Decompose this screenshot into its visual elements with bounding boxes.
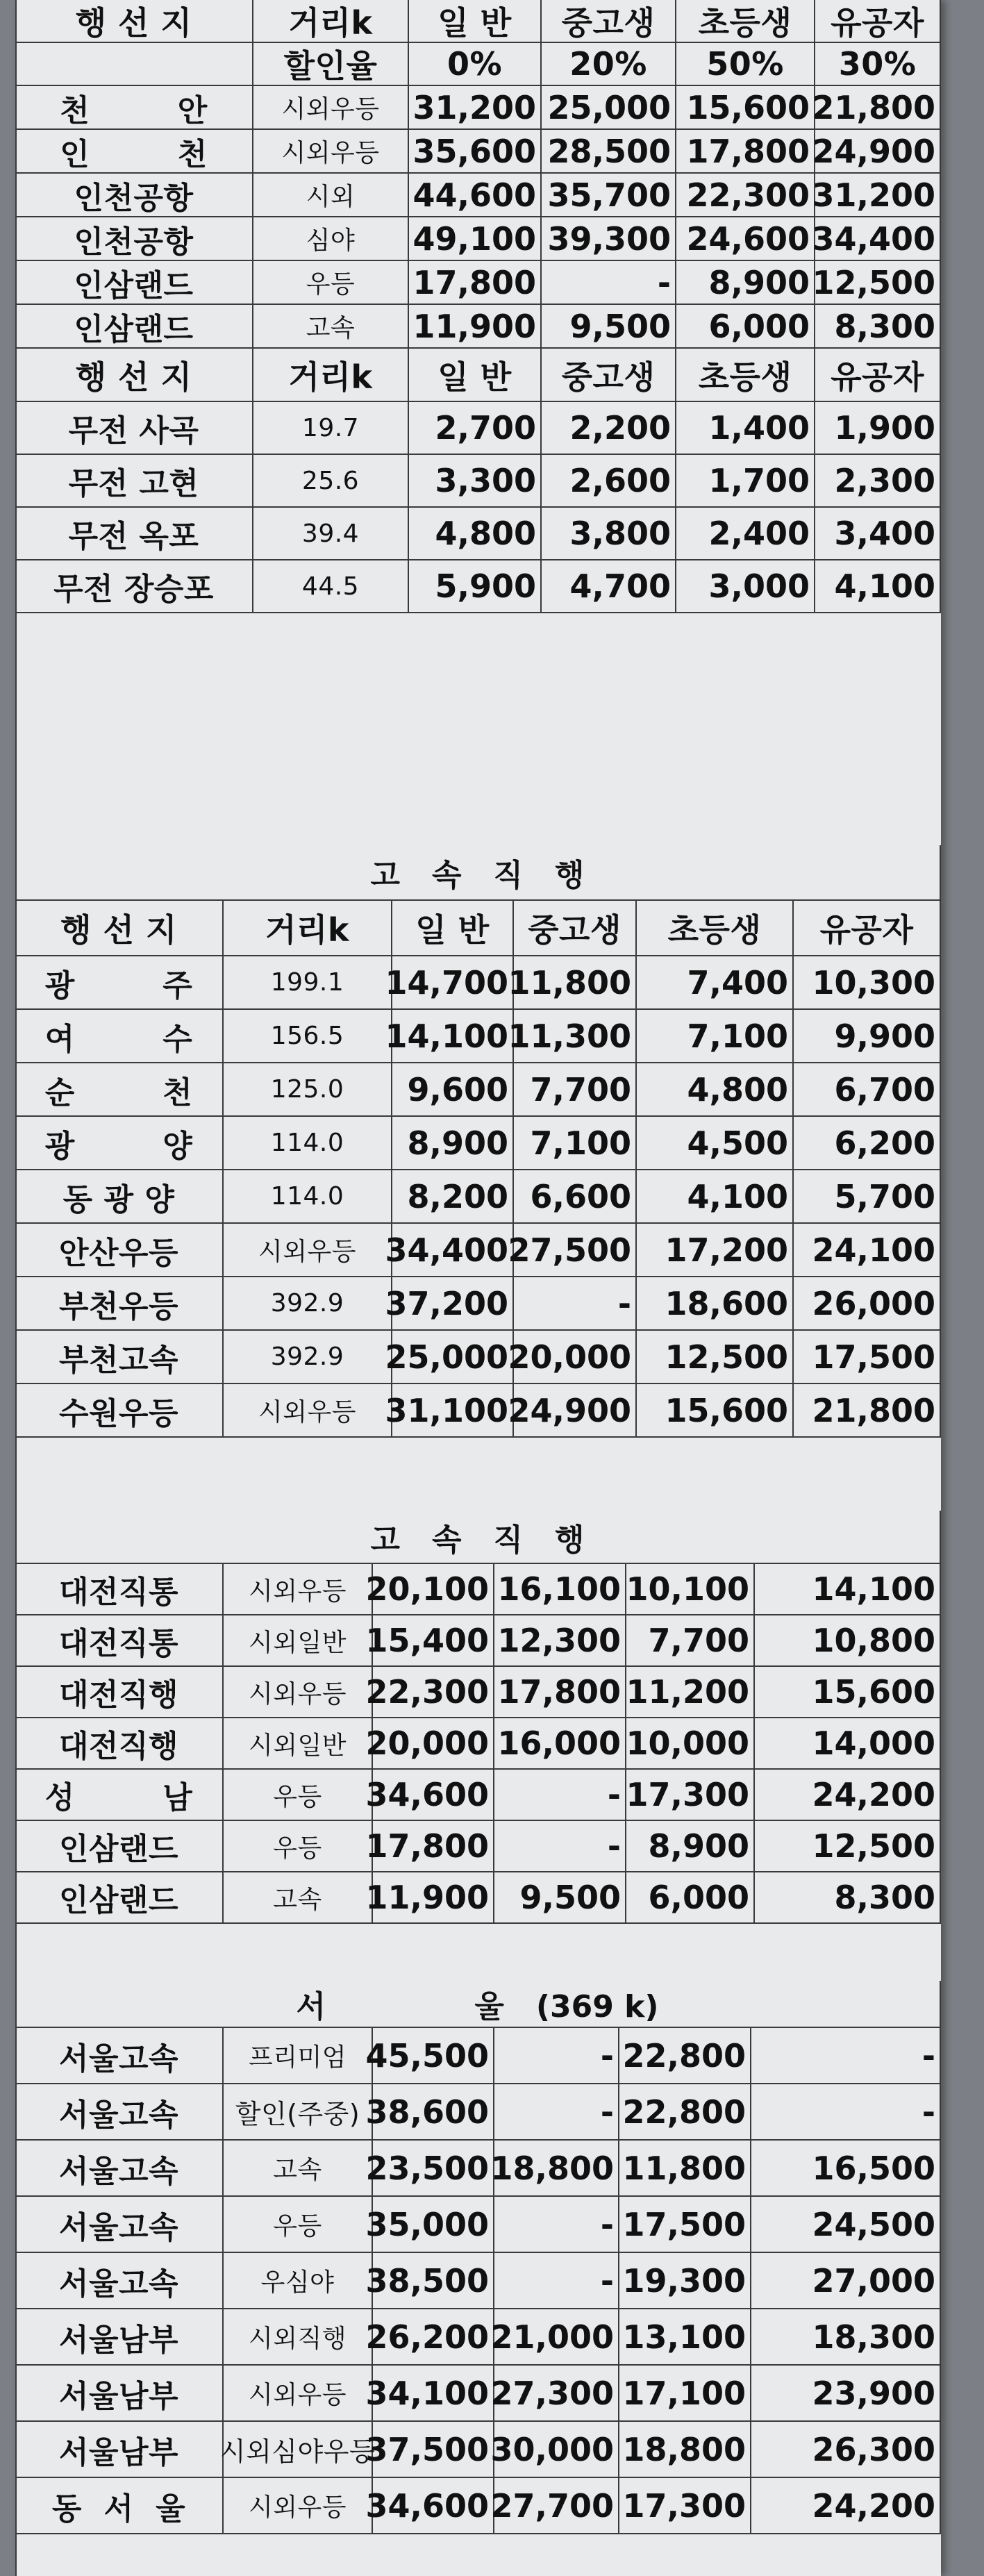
cell-child: 10,100 — [626, 1564, 755, 1615]
cell-destination: 수원우등 — [15, 1384, 224, 1438]
header-destination: 행 선 지 — [15, 901, 224, 956]
cell-distance: 시외일반 — [224, 1615, 373, 1667]
cell-child: 2,400 — [676, 508, 815, 560]
cell-general: 17,800 — [373, 1821, 494, 1872]
cell-child: 4,800 — [637, 1063, 794, 1117]
cell-veteran: 16,500 — [751, 2141, 941, 2197]
cell-child: 15,600 — [637, 1384, 794, 1438]
cell-student: 25,000 — [542, 86, 676, 130]
cell-student: - — [514, 1277, 637, 1331]
header-general: 일 반 — [409, 349, 542, 402]
cell-child: 1,400 — [676, 402, 815, 455]
cell-general: 37,500 — [373, 2422, 494, 2478]
cell-student: 24,900 — [514, 1384, 637, 1438]
cell-destination: 서울고속 — [15, 2084, 224, 2141]
section-banner-express-2: 고 속 직 행 — [15, 1511, 941, 1564]
cell-veteran: 6,200 — [794, 1117, 941, 1170]
cell-student: 16,100 — [494, 1564, 626, 1615]
header-general: 일 반 — [392, 901, 514, 956]
cell-destination: 인삼랜드 — [15, 1821, 224, 1872]
cell-child: 7,100 — [637, 1010, 794, 1063]
cell-general: 37,200 — [392, 1277, 514, 1331]
cell-veteran: 34,400 — [815, 217, 941, 261]
cell-child: 6,000 — [626, 1872, 755, 1924]
cell-general: 31,100 — [392, 1384, 514, 1438]
cell-veteran: 26,300 — [751, 2422, 941, 2478]
cell-destination: 서울고속 — [15, 2253, 224, 2309]
cell-child: 3,000 — [676, 560, 815, 613]
cell-child: 11,800 — [619, 2141, 751, 2197]
header-child: 초등생 — [676, 349, 815, 402]
header-destination: 행 선 지 — [15, 349, 253, 402]
cell-destination: 안산우등 — [15, 1224, 224, 1277]
header-destination — [15, 43, 253, 86]
header-general: 일 반 — [409, 0, 542, 43]
header-student: 20% — [542, 43, 676, 86]
cell-distance: 시외우등 — [224, 1564, 373, 1615]
cell-destination: 동 광 양 — [15, 1170, 224, 1224]
cell-child: 7,700 — [626, 1615, 755, 1667]
cell-veteran: 31,200 — [815, 174, 941, 217]
cell-distance: 시외 — [253, 174, 409, 217]
cell-veteran: 21,800 — [794, 1384, 941, 1438]
cell-distance: 심야 — [253, 217, 409, 261]
cell-student: - — [494, 1770, 626, 1821]
cell-destination: 인삼랜드 — [15, 261, 253, 305]
cell-general: 14,100 — [392, 1010, 514, 1063]
cell-student: - — [494, 2197, 619, 2253]
cell-student: 7,700 — [514, 1063, 637, 1117]
header-student: 중고생 — [542, 349, 676, 402]
cell-general: 35,600 — [409, 130, 542, 174]
header-distance: 거리k — [224, 901, 392, 956]
cell-distance: 고속 — [253, 305, 409, 349]
cell-distance: 우등 — [224, 1770, 373, 1821]
cell-general: 20,000 — [373, 1718, 494, 1770]
cell-destination: 서울남부 — [15, 2309, 224, 2366]
cell-veteran: 24,900 — [815, 130, 941, 174]
header-veteran: 30% — [815, 43, 941, 86]
cell-student: - — [542, 261, 676, 305]
cell-distance: 시외일반 — [224, 1718, 373, 1770]
cell-destination: 부천고속 — [15, 1331, 224, 1384]
cell-general: 17,800 — [409, 261, 542, 305]
cell-distance: 할인(주중) — [224, 2084, 373, 2141]
cell-child: 17,500 — [619, 2197, 751, 2253]
cell-general: 2,700 — [409, 402, 542, 455]
cell-student: 9,500 — [542, 305, 676, 349]
cell-destination: 서울남부 — [15, 2422, 224, 2478]
cell-veteran: - — [751, 2084, 941, 2141]
cell-general: 34,400 — [392, 1224, 514, 1277]
cell-destination: 인삼랜드 — [15, 1872, 224, 1924]
cell-general: 34,600 — [373, 2478, 494, 2534]
cell-destination: 광 주 — [15, 956, 224, 1010]
cell-veteran: 26,000 — [794, 1277, 941, 1331]
cell-destination: 광 양 — [15, 1117, 224, 1170]
cell-destination: 여 수 — [15, 1010, 224, 1063]
cell-veteran: - — [751, 2028, 941, 2084]
header-child: 초등생 — [676, 0, 815, 43]
cell-distance: 39.4 — [253, 508, 409, 560]
cell-child: 4,100 — [637, 1170, 794, 1224]
cell-student: 39,300 — [542, 217, 676, 261]
header-veteran: 유공자 — [815, 349, 941, 402]
cell-veteran: 9,900 — [794, 1010, 941, 1063]
cell-destination: 부천우등 — [15, 1277, 224, 1331]
cell-student: - — [494, 2084, 619, 2141]
cell-general: 23,500 — [373, 2141, 494, 2197]
cell-child: 6,000 — [676, 305, 815, 349]
cell-veteran: 27,000 — [751, 2253, 941, 2309]
cell-child: 8,900 — [676, 261, 815, 305]
cell-student: 11,300 — [514, 1010, 637, 1063]
cell-general: 8,900 — [392, 1117, 514, 1170]
cell-destination: 대전직통 — [15, 1615, 224, 1667]
cell-child: 17,300 — [619, 2478, 751, 2534]
cell-destination: 천 안 — [15, 86, 253, 130]
cell-child: 11,200 — [626, 1667, 755, 1718]
cell-child: 10,000 — [626, 1718, 755, 1770]
cell-general: 34,100 — [373, 2366, 494, 2422]
cell-child: 7,400 — [637, 956, 794, 1010]
cell-distance: 시외우등 — [224, 2366, 373, 2422]
header-distance: 할인율 — [253, 43, 409, 86]
cell-general: 22,300 — [373, 1667, 494, 1718]
cell-distance: 시외우등 — [224, 1224, 392, 1277]
cell-general: 49,100 — [409, 217, 542, 261]
cell-general: 15,400 — [373, 1615, 494, 1667]
cell-student: 11,800 — [514, 956, 637, 1010]
cell-child: 17,800 — [676, 130, 815, 174]
cell-distance: 우등 — [253, 261, 409, 305]
cell-destination: 순 천 — [15, 1063, 224, 1117]
cell-destination: 무전 고현 — [15, 455, 253, 508]
cell-distance: 114.0 — [224, 1117, 392, 1170]
cell-general: 3,300 — [409, 455, 542, 508]
cell-distance: 156.5 — [224, 1010, 392, 1063]
cell-child: 18,600 — [637, 1277, 794, 1331]
cell-destination: 인 천 — [15, 130, 253, 174]
cell-distance: 우심야 — [224, 2253, 373, 2309]
cell-destination: 서울남부 — [15, 2366, 224, 2422]
cell-veteran: 18,300 — [751, 2309, 941, 2366]
cell-distance: 우등 — [224, 2197, 373, 2253]
cell-child: 1,700 — [676, 455, 815, 508]
cell-student: 2,200 — [542, 402, 676, 455]
header-veteran: 유공자 — [815, 0, 941, 43]
cell-destination: 인천공항 — [15, 174, 253, 217]
cell-destination: 대전직통 — [15, 1564, 224, 1615]
cell-veteran: 12,500 — [755, 1821, 941, 1872]
cell-child: 8,900 — [626, 1821, 755, 1872]
cell-child: 4,500 — [637, 1117, 794, 1170]
cell-veteran: 12,500 — [815, 261, 941, 305]
cell-veteran: 14,000 — [755, 1718, 941, 1770]
cell-distance: 우등 — [224, 1821, 373, 1872]
header-student: 중고생 — [514, 901, 637, 956]
cell-distance: 시외심야우등 — [224, 2422, 373, 2478]
fare-table-sheet — [15, 0, 941, 2576]
cell-destination: 무전 장승포 — [15, 560, 253, 613]
cell-destination: 인천공항 — [15, 217, 253, 261]
cell-distance: 프리미엄 — [224, 2028, 373, 2084]
cell-student: 28,500 — [542, 130, 676, 174]
cell-general: 4,800 — [409, 508, 542, 560]
cell-veteran: 6,700 — [794, 1063, 941, 1117]
cell-veteran: 1,900 — [815, 402, 941, 455]
cell-student: 17,800 — [494, 1667, 626, 1718]
cell-destination: 대전직행 — [15, 1667, 224, 1718]
cell-distance: 시외우등 — [224, 1384, 392, 1438]
cell-distance: 44.5 — [253, 560, 409, 613]
cell-veteran: 24,200 — [755, 1770, 941, 1821]
cell-general: 11,900 — [409, 305, 542, 349]
cell-veteran: 8,300 — [755, 1872, 941, 1924]
cell-student: 27,700 — [494, 2478, 619, 2534]
cell-student: 27,500 — [514, 1224, 637, 1277]
cell-student: 20,000 — [514, 1331, 637, 1384]
cell-student: 2,600 — [542, 455, 676, 508]
cell-destination: 대전직행 — [15, 1718, 224, 1770]
cell-distance: 시외우등 — [224, 1667, 373, 1718]
cell-child: 17,200 — [637, 1224, 794, 1277]
cell-student: 16,000 — [494, 1718, 626, 1770]
cell-student: 21,000 — [494, 2309, 619, 2366]
header-general: 0% — [409, 43, 542, 86]
cell-distance: 114.0 — [224, 1170, 392, 1224]
cell-distance: 19.7 — [253, 402, 409, 455]
cell-veteran: 23,900 — [751, 2366, 941, 2422]
cell-veteran: 10,800 — [755, 1615, 941, 1667]
cell-veteran: 15,600 — [755, 1667, 941, 1718]
cell-child: 13,100 — [619, 2309, 751, 2366]
header-destination: 행 선 지 — [15, 0, 253, 43]
cell-student: 7,100 — [514, 1117, 637, 1170]
cell-general: 8,200 — [392, 1170, 514, 1224]
cell-student: 30,000 — [494, 2422, 619, 2478]
cell-child: 22,800 — [619, 2028, 751, 2084]
cell-veteran: 24,100 — [794, 1224, 941, 1277]
cell-destination: 서울고속 — [15, 2141, 224, 2197]
cell-veteran: 8,300 — [815, 305, 941, 349]
cell-distance: 125.0 — [224, 1063, 392, 1117]
cell-distance: 시외우등 — [253, 130, 409, 174]
cell-student: 27,300 — [494, 2366, 619, 2422]
cell-veteran: 10,300 — [794, 956, 941, 1010]
cell-general: 38,600 — [373, 2084, 494, 2141]
cell-child: 15,600 — [676, 86, 815, 130]
cell-veteran: 3,400 — [815, 508, 941, 560]
cell-general: 38,500 — [373, 2253, 494, 2309]
cell-child: 12,500 — [637, 1331, 794, 1384]
cell-veteran: 14,100 — [755, 1564, 941, 1615]
cell-distance: 고속 — [224, 2141, 373, 2197]
cell-child: 18,800 — [619, 2422, 751, 2478]
cell-general: 26,200 — [373, 2309, 494, 2366]
header-veteran: 유공자 — [794, 901, 941, 956]
cell-student: 9,500 — [494, 1872, 626, 1924]
cell-general: 5,900 — [409, 560, 542, 613]
cell-student: 12,300 — [494, 1615, 626, 1667]
cell-veteran: 4,100 — [815, 560, 941, 613]
cell-distance: 시외우등 — [253, 86, 409, 130]
cell-general: 11,900 — [373, 1872, 494, 1924]
cell-general: 20,100 — [373, 1564, 494, 1615]
cell-distance: 시외직행 — [224, 2309, 373, 2366]
cell-destination: 인삼랜드 — [15, 305, 253, 349]
cell-distance: 고속 — [224, 1872, 373, 1924]
cell-general: 14,700 — [392, 956, 514, 1010]
header-distance: 거리k — [253, 349, 409, 402]
section-banner-seoul: 서 울 (369 k) — [15, 1981, 941, 2028]
cell-destination: 무전 옥포 — [15, 508, 253, 560]
cell-veteran: 2,300 — [815, 455, 941, 508]
cell-child: 24,600 — [676, 217, 815, 261]
cell-distance: 25.6 — [253, 455, 409, 508]
cell-general: 34,600 — [373, 1770, 494, 1821]
section-banner-express: 고 속 직 행 — [15, 845, 941, 901]
cell-student: 35,700 — [542, 174, 676, 217]
cell-child: 17,300 — [626, 1770, 755, 1821]
cell-destination: 서울고속 — [15, 2197, 224, 2253]
cell-student: - — [494, 2253, 619, 2309]
cell-destination: 서울고속 — [15, 2028, 224, 2084]
cell-child: 19,300 — [619, 2253, 751, 2309]
cell-distance: 392.9 — [224, 1331, 392, 1384]
cell-veteran: 17,500 — [794, 1331, 941, 1384]
cell-distance: 시외우등 — [224, 2478, 373, 2534]
cell-veteran: 21,800 — [815, 86, 941, 130]
cell-destination: 성 남 — [15, 1770, 224, 1821]
cell-veteran: 5,700 — [794, 1170, 941, 1224]
cell-child: 17,100 — [619, 2366, 751, 2422]
cell-student: 6,600 — [514, 1170, 637, 1224]
cell-general: 9,600 — [392, 1063, 514, 1117]
cell-child: 22,800 — [619, 2084, 751, 2141]
cell-destination: 무전 사곡 — [15, 402, 253, 455]
cell-student: 3,800 — [542, 508, 676, 560]
cell-student: - — [494, 2028, 619, 2084]
cell-student: - — [494, 1821, 626, 1872]
cell-veteran: 24,200 — [751, 2478, 941, 2534]
cell-destination: 동 서 울 — [15, 2478, 224, 2534]
cell-general: 25,000 — [392, 1331, 514, 1384]
cell-distance: 199.1 — [224, 956, 392, 1010]
cell-general: 31,200 — [409, 86, 542, 130]
cell-general: 35,000 — [373, 2197, 494, 2253]
cell-student: 4,700 — [542, 560, 676, 613]
header-child: 초등생 — [637, 901, 794, 956]
cell-veteran: 24,500 — [751, 2197, 941, 2253]
cell-child: 22,300 — [676, 174, 815, 217]
header-distance: 거리k — [253, 0, 409, 43]
cell-general: 45,500 — [373, 2028, 494, 2084]
cell-student: 18,800 — [494, 2141, 619, 2197]
header-child: 50% — [676, 43, 815, 86]
cell-distance: 392.9 — [224, 1277, 392, 1331]
cell-general: 44,600 — [409, 174, 542, 217]
header-student: 중고생 — [542, 0, 676, 43]
